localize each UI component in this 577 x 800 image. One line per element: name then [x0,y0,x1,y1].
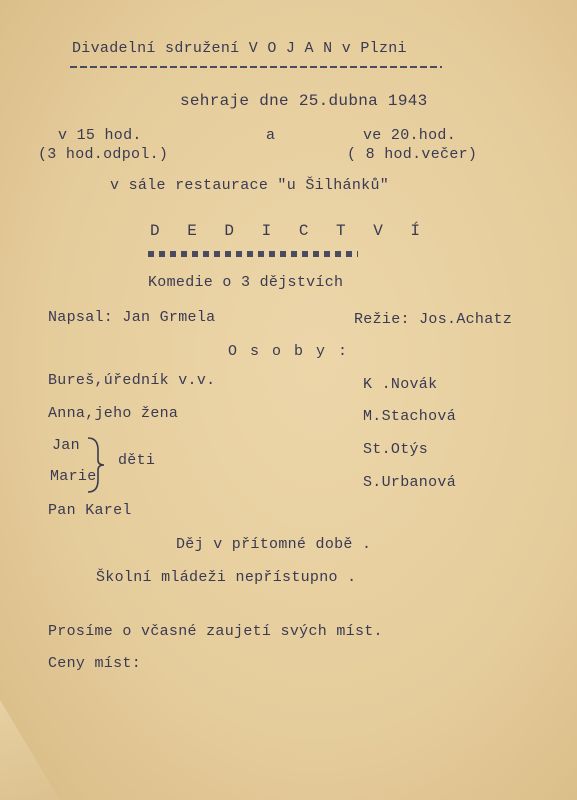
children-label: děti [118,452,156,469]
conjunction: a [266,127,276,144]
author-line: Napsal: Jan Grmela [48,309,216,326]
cast-heading: O s o b y : [228,343,350,360]
children-brace [86,436,106,494]
prices-line: Ceny míst: [48,655,142,672]
time-right-sub: ( 8 hod.večer) [347,146,478,163]
role-bures: Bureš,úředník v.v. [48,372,216,389]
time-left: v 15 hod. [58,127,142,144]
setting-line: Děj v přítomné době . [176,536,372,553]
org-underline [70,66,442,68]
youth-line: Školní mládeži nepřístupno . [96,569,357,586]
request-line: Prosíme o včasné zaujetí svých míst. [48,623,383,640]
actor-novak: K .Novák [363,376,438,393]
role-pan-karel: Pan Karel [48,502,132,519]
time-left-sub: (3 hod.odpol.) [38,146,169,163]
actor-urbanova: S.Urbanová [363,474,457,491]
venue-line: v sále restaurace "u Šilhánků" [110,177,390,194]
actor-stachova: M.Stachová [363,408,457,425]
title-underline [148,251,358,257]
org-line: Divadelní sdružení V O J A N v Plzni [72,40,407,57]
role-anna: Anna,jeho žena [48,405,179,422]
time-right: ve 20.hod. [363,127,457,144]
play-title: D E D I C T V Í [150,222,430,240]
play-subtitle: Komedie o 3 dějstvích [148,274,344,291]
date-line: sehraje dne 25.dubna 1943 [180,92,428,110]
role-marie: Marie [50,468,97,485]
actor-otys: St.Otýs [363,441,429,458]
director-line: Režie: Jos.Achatz [354,311,513,328]
role-jan: Jan [52,437,80,454]
